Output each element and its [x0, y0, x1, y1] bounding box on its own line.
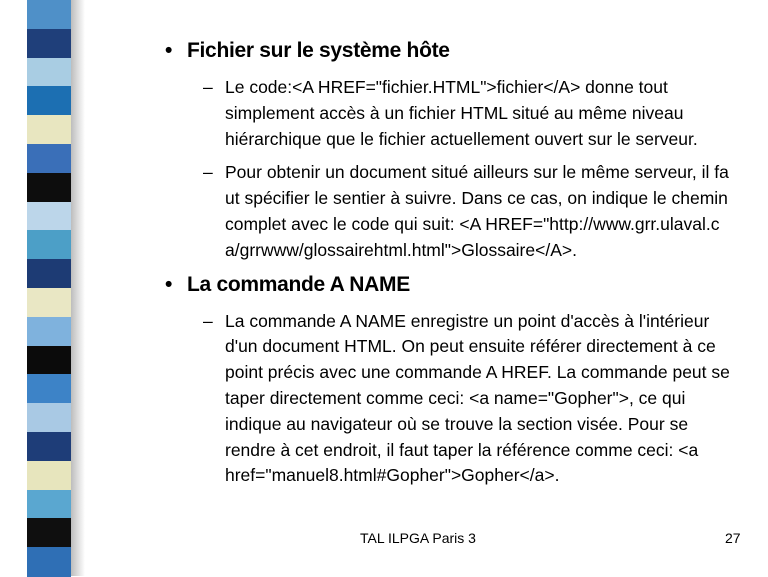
bullet-marker: •: [165, 39, 173, 62]
strip-block: [27, 403, 71, 433]
slide-footer: TAL ILPGA Paris 3: [360, 530, 476, 546]
dash-marker: –: [203, 162, 213, 183]
dash-marker: –: [203, 77, 213, 97]
sub-item-2-1: [165, 309, 733, 490]
strip-block: [27, 547, 71, 577]
page-number: 27: [725, 530, 741, 546]
sub-item-1-2-text: Pour obtenir un document situé ailleurs sur le même serveur, il faut spécifier le sentier à suivre. Dans ce cas, on indique le chemin complet avec le code qui suit: <A HREF="http://www.grr.ulaval.ca/grrwww/glossairehtml.html">Glossaire</A>.: [225, 162, 729, 260]
strip-block: [27, 86, 71, 116]
strip-block: [27, 346, 71, 376]
bullet-1: [165, 38, 745, 64]
strip-block: [27, 374, 71, 404]
strip-block: [27, 230, 71, 260]
bullet-marker: •: [165, 272, 173, 296]
slide-content: [165, 38, 745, 497]
strip-block: [27, 144, 71, 174]
strip-block: [27, 259, 71, 289]
strip-block: [27, 173, 71, 203]
sub-item-1-2: [165, 160, 733, 263]
strip-shadow: [71, 0, 85, 576]
strip-block: [27, 490, 71, 520]
decorative-strip: [27, 0, 71, 576]
strip-block: [27, 202, 71, 232]
strip-block: [27, 432, 71, 462]
bullet-2: [165, 272, 745, 298]
bullet-1-title: Fichier sur le système hôte: [187, 39, 450, 62]
bullet-2-title: La commande A NAME: [187, 272, 410, 296]
strip-block: [27, 288, 71, 318]
sub-item-2-1-text: La commande A NAME enregistre un point d'accès à l'intérieur d'un document HTML. On peut ensuite référer directement à ce point précis avec une commande A HREF. La commande peut se taper directement comme ceci: <a name="Gopher">, ce qui indique au navigateur où se trouve la section visée. Pour se rendre à cet endroit, il faut taper la référence comme ceci: <a href="manuel8.html#Gopher">Gopher</a>.: [225, 310, 730, 486]
dash-marker: –: [203, 310, 213, 331]
strip-block: [27, 58, 71, 88]
strip-block: [27, 115, 71, 145]
strip-block: [27, 0, 71, 30]
strip-block: [27, 461, 71, 491]
sub-item-1-1-text: Le code:<A HREF="fichier.HTML">fichier</A> donne tout simplement accès à un fichier HTML situé au même niveau hiérarchique que le fichier actuellement ouvert sur le serveur.: [225, 77, 698, 149]
strip-block: [27, 29, 71, 59]
sub-item-1-1: [165, 75, 733, 152]
strip-block: [27, 317, 71, 347]
strip-block: [27, 518, 71, 548]
